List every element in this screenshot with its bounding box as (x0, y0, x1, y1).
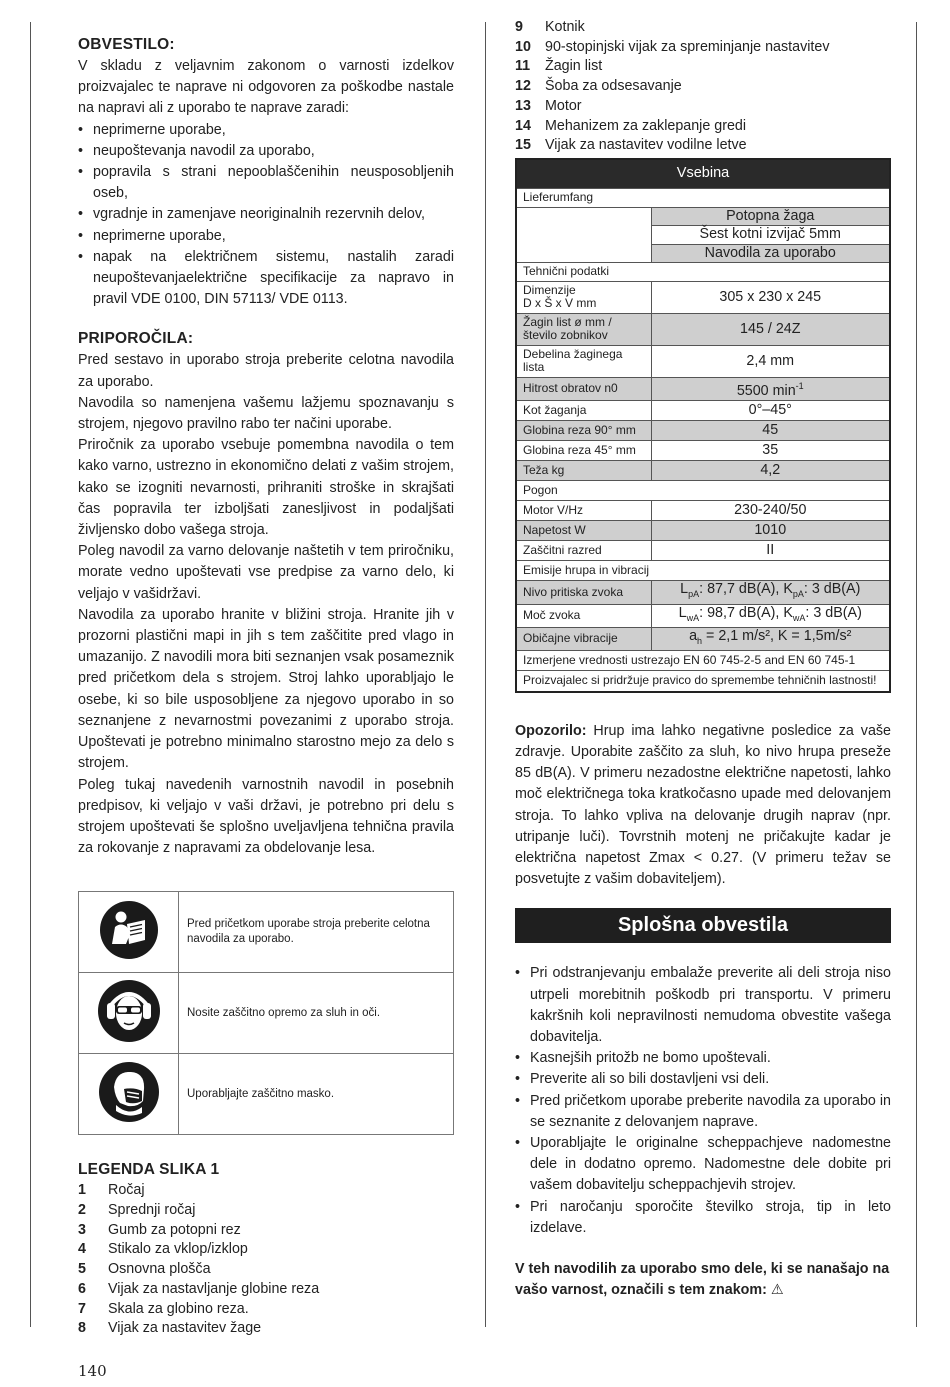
spec-value: L (678, 604, 687, 621)
list-item (515, 18, 891, 38)
table-row (516, 561, 890, 581)
general-info-list (515, 963, 891, 1239)
general-info-banner: Splošna obvestila (515, 908, 891, 943)
list-item (78, 1181, 454, 1201)
legend-number: 4 (78, 1241, 86, 1258)
table-row (516, 541, 890, 561)
legend-label: Ročaj (108, 1182, 145, 1199)
safety-icon-cell (79, 973, 179, 1054)
table-row (79, 1054, 454, 1135)
list-item (78, 1300, 454, 1320)
list-item: • neprimerne uporabe, (78, 226, 454, 247)
spec-header: Vsebina (516, 159, 890, 189)
list-item: • Uporabljajte le originalne scheppachjeve nadomestne dele in dodatno opremo. Nadomestne dele dobite pri vašem dobavitelju scheppachjevih strojev. (515, 1133, 891, 1197)
spec-label: Nivo pritiska zvoka (516, 581, 651, 604)
spec-value: 35 (651, 441, 890, 461)
table-row (516, 671, 890, 692)
table-row (516, 263, 890, 282)
legend-number: 7 (78, 1300, 86, 1317)
table-row (516, 159, 890, 189)
legend-label: Stikalo za vklop/izklop (108, 1241, 248, 1258)
list-item (78, 1319, 454, 1339)
list-item: • Pred pričetkom uporabe preberite navodila za uporabo in se seznanite z delovanjem naprave. (515, 1091, 891, 1133)
spec-value: 4,2 (651, 461, 890, 481)
list-item (515, 77, 891, 97)
list-item (515, 117, 891, 137)
recommend-paragraph: Pred sestavo in uporabo stroja preberite celotna navodila za uporabo. (78, 352, 454, 390)
spec-label: Hitrost obratov n0 (516, 377, 651, 400)
spec-value: 305 x 230 x 245 (651, 281, 890, 313)
spec-section-label: Pogon (516, 481, 890, 501)
spec-value-sub: pA (792, 589, 804, 600)
spec-value-sup: -1 (795, 380, 804, 391)
spec-section-label: Lieferumfang (516, 189, 890, 208)
list-item: • neupoštevanja navodil za uporabo, (78, 141, 454, 162)
column-rule-middle (485, 22, 486, 1327)
legend-label: Sprednji ročaj (108, 1202, 196, 1219)
list-item: • Preverite ali so bili dostavljeni vsi deli. (515, 1069, 891, 1090)
column-rule-left (30, 22, 31, 1327)
table-row (516, 627, 890, 650)
table-row (516, 581, 890, 604)
list-item: • popravila s strani nepooblaščenihin neusposobljenih oseb, (78, 162, 454, 204)
spec-table (515, 158, 891, 693)
table-row (79, 892, 454, 973)
spec-label: Običajne vibracije (516, 627, 651, 650)
list-item: • napak na električnem sistemu, nastalih zaradi neupoštevanjaelektrične specifikacije za napravo in pravil VDE 0100, DIN 57113/ VDE 0113. (78, 247, 454, 311)
table-row (516, 207, 890, 226)
recommend-title: PRIPOROČILA: (78, 330, 194, 348)
table-row (516, 189, 890, 208)
spec-value-sub: pA (688, 589, 700, 600)
safety-icon-cell (79, 1054, 179, 1135)
spec-value-cell (651, 627, 890, 650)
spec-value-cell (651, 377, 890, 400)
spec-value: L (680, 581, 689, 598)
spec-value-sub: wA (792, 612, 806, 623)
list-item (515, 97, 891, 117)
list-item (515, 38, 891, 58)
legend-label: Vijak za nastavitev vodilne letve (545, 137, 747, 154)
safety-text: Uporabljajte zaščitno masko. (179, 1054, 454, 1135)
legend-number: 14 (515, 117, 531, 134)
legend-label: Vijak za nastavljanje globine reza (108, 1280, 320, 1297)
notice-intro: V skladu z veljavnim zakonom o varnosti izdelkov proizvajalec te naprave ni odgovoren za poškodbe nastale na napravi ali z uporabo te naprave zaradi: (78, 58, 454, 117)
spec-value: : 98,7 dB(A), K (699, 604, 793, 621)
spec-label: Motor V/Hz (516, 501, 651, 521)
table-row (516, 441, 890, 461)
list-item (78, 1221, 454, 1241)
legend-number: 11 (515, 58, 531, 75)
spec-value: 45 (651, 421, 890, 441)
ear-eye-protection-icon (97, 979, 161, 1043)
list-item: • Pri odstranjevanju embalaže preverite ali deli stroja niso utrpeli morebitnih poškodb pri transportu. V primeru kakršnih koli nepravilnosti nemudoma obvestite vašega dobavitelja. (515, 963, 891, 1048)
spec-value: = 2,1 m/s², K = 1,5m/s² (702, 627, 852, 644)
spec-value-sub: h (697, 635, 703, 646)
legend-number: 13 (515, 97, 531, 114)
legend-number: 6 (78, 1280, 86, 1297)
list-item (78, 1201, 454, 1221)
legend-number: 15 (515, 137, 531, 154)
legend-label: Skala za globino reza. (108, 1300, 249, 1317)
spec-label: Napetost W (516, 521, 651, 541)
table-row (79, 973, 454, 1054)
list-item: • vgradnje in zamenjave neoriginalnih rezervnih delov, (78, 204, 454, 225)
legend-label: Osnovna plošča (108, 1261, 211, 1278)
page-number: 140 (78, 1362, 107, 1380)
warning-text: Hrup ima lahko negativne posledice za vaše zdravje. Uporabite zaščito za sluh, ko nivo hrupa preseže 85 dB(A). V primeru nezadostne električne napetosti, lahko moč električnega toka kratkočasno upade med delovanjem stroja. To lahko vpliva na delovanje drugih naprav (npr. utripanje luči). Tovrstnih motenj ne pričakujte kadar je električna napetost Zmax < 0.27. (V primeru težav se posvetujte z vašim dobaviteljem). (515, 722, 891, 888)
read-manual-icon (99, 900, 159, 960)
spec-value: : 3 dB(A) (805, 604, 862, 621)
legend-number: 5 (78, 1261, 86, 1278)
recommend-paragraph: Priročnik za uporabo vsebuje pomembna navodila o tem kako varno, ustrezno in ekonomično delati z vašim strojem, kako se izogniti nevarnosti, prihraniti stroške in skrajšati čas popravila ter izboljšati zanesljivost in podaljšati življensko dobo vašega stroja. (78, 437, 454, 539)
list-item (78, 1240, 454, 1260)
spec-value-sub: wA (686, 612, 700, 623)
spec-label: Globina reza 45° mm (516, 441, 651, 461)
legend-continued (515, 18, 891, 156)
table-row (516, 401, 890, 421)
spec-scope-item: Šest kotni izvijač 5mm (651, 226, 890, 245)
legend-label: Vijak za nastavitev žage (108, 1320, 262, 1337)
spec-label: Moč zvoka (516, 604, 651, 627)
table-row (516, 421, 890, 441)
table-row (516, 521, 890, 541)
right-column (515, 18, 891, 1301)
spec-value: 5500 min (736, 382, 796, 399)
legend-number: 3 (78, 1221, 86, 1238)
spec-value: 145 / 24Z (651, 313, 890, 345)
spec-value: : 87,7 dB(A), K (699, 581, 793, 598)
spec-empty-cell (516, 207, 651, 263)
spec-label: Globina reza 90° mm (516, 421, 651, 441)
table-row (516, 313, 890, 345)
table-row (516, 501, 890, 521)
legend-number: 8 (78, 1320, 86, 1337)
legend-label: Mehanizem za zaklepanje gredi (545, 117, 747, 134)
table-row (516, 651, 890, 671)
recommend-paragraph: Poleg navodil za varno delovanje naštetih v tem priročniku, morate vedno upoštevati vse predpise za varno delo, ki veljajo v vašidržavi. (78, 543, 454, 602)
safety-text: Pred pričetkom uporabe stroja preberite celotna navodila za uporabo. (179, 892, 454, 973)
notice-list (78, 120, 454, 311)
legend-label: Kotnik (545, 19, 585, 35)
spec-value: 1010 (651, 521, 890, 541)
legend-label: Gumb za potopni rez (108, 1221, 241, 1238)
dust-mask-icon (98, 1061, 160, 1123)
spec-scope-item: Navodila za uporabo (651, 244, 890, 263)
left-column (78, 36, 454, 1339)
spec-value: 230-240/50 (651, 501, 890, 521)
notice-title: OBVESTILO: (78, 36, 175, 53)
spec-label: Debelina žaginega lista (516, 345, 651, 377)
column-rule-right (916, 22, 917, 1327)
table-row (516, 281, 890, 313)
safety-symbols-table (78, 891, 454, 1135)
spec-value-cell (651, 581, 890, 604)
spec-disclaimer: Proizvajalec si pridržuje pravico do spremembe tehničnih lastnosti! (516, 671, 890, 692)
spec-value: II (651, 541, 890, 561)
spec-label: Teža kg (516, 461, 651, 481)
spec-value: 2,4 mm (651, 345, 890, 377)
recommend-paragraph: Navodila so namenjena vašemu lažjemu spoznavanju s strojem, njegovo pravilno rabo ter načini uporabe. (78, 394, 454, 433)
spec-label: Zaščitni razred (516, 541, 651, 561)
legend-number: 9 (515, 19, 523, 35)
spec-label: Kot žaganja (516, 401, 651, 421)
list-item: • Pri naročanju sporočite številko stroja, tip in leto izdelave. (515, 1197, 891, 1239)
spec-standards: Izmerjene vrednosti ustrezajo EN 60 745-2-5 and EN 60 745-1 (516, 651, 890, 671)
list-item (78, 1280, 454, 1300)
spec-value: 0°–45° (651, 401, 890, 421)
list-item: • Kasnejših pritožb ne bomo upoštevali. (515, 1048, 891, 1069)
list-item (515, 57, 891, 77)
spec-section-label: Tehnični podatki (516, 263, 890, 282)
spec-value: : 3 dB(A) (803, 581, 861, 598)
legend-number: 10 (515, 38, 531, 55)
list-item (78, 1260, 454, 1280)
legend-number: 12 (515, 78, 531, 95)
spec-scope-item: Potopna žaga (651, 207, 890, 226)
recommend-paragraph: Navodila za uporabo hranite v bližini stroja. Hranite jih v prozorni plastični mapi in jih s tem zaščitite pred vlago in umazanijo. Z navodili mora biti seznanjen vsak posameznik pred pričetkom dela s strojem. Stroj lahko uporabljajo le osebe, ki so bile usposobljene za njegovo uporabo in so seznanjene z nevarnostmi povezanimi z uporabo stroja. Upoštevati je potrebno minimalno starostno mejo za delo s strojem. (78, 606, 454, 772)
warning-paragraph (515, 721, 891, 891)
list-item: • neprimerne uporabe, (78, 120, 454, 141)
safety-symbol-note: V teh navodilih za uporabo smo dele, ki se nanašajo na vašo varnost, označili s tem znakom: ⚠ (515, 1261, 890, 1299)
legend-number: 2 (78, 1202, 86, 1219)
spec-label: Žagin list ø mm / število zobnikov (516, 313, 651, 345)
legend-title: LEGENDA SLIKA 1 (78, 1161, 220, 1179)
table-row (516, 604, 890, 627)
legend-label: Šoba za odsesavanje (545, 78, 682, 95)
safety-text: Nosite zaščitno opremo za sluh in oči. (179, 973, 454, 1054)
warning-lead: Opozorilo: (515, 722, 587, 739)
spec-value-cell (651, 604, 890, 627)
spec-section-label: Emisije hrupa in vibracij (516, 561, 890, 581)
table-row (516, 377, 890, 400)
legend-label: Motor (545, 97, 582, 114)
table-row (516, 345, 890, 377)
recommend-paragraph: Poleg tukaj navedenih varnostnih navodil in posebnih predpisov, ki veljajo v vaši državi, je potrebno pri delu s strojem upoštevati še splošno uveljavljena tehnična pravila za rokovanje z napravami za obdelovanje lesa. (78, 776, 454, 857)
legend-label: Žagin list (545, 58, 603, 75)
legend-number: 1 (78, 1182, 86, 1199)
safety-icon-cell (79, 892, 179, 973)
table-row (516, 461, 890, 481)
table-row (516, 481, 890, 501)
spec-label: Dimenzije D x Š x V mm (516, 281, 651, 313)
list-item (515, 136, 891, 156)
spec-value: a (689, 627, 698, 644)
legend (78, 1161, 454, 1339)
legend-label: 90-stopinjski vijak za spreminjanje nastavitev (545, 38, 830, 55)
